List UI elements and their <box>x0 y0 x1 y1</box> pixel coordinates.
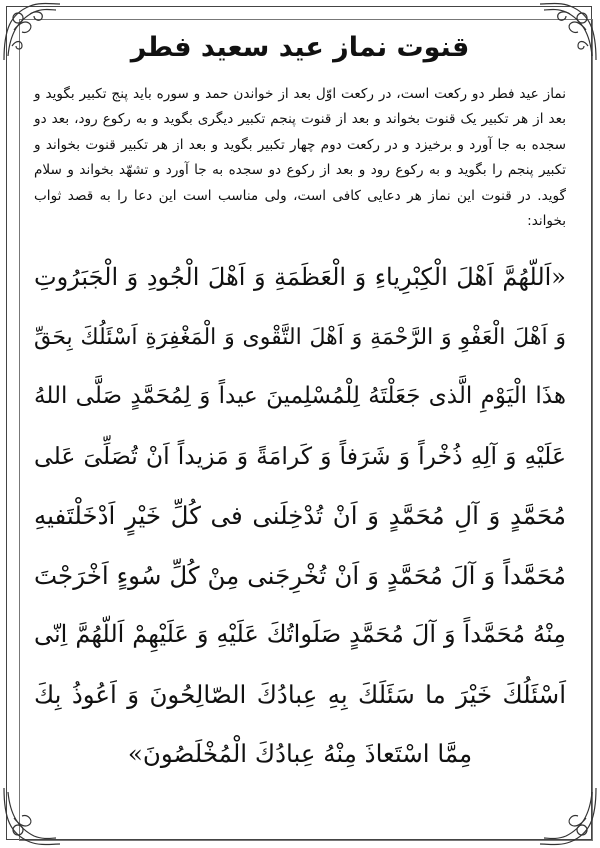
corner-ornament-icon <box>0 784 64 848</box>
prayer-line: اَسْئَلُكَ خَیْرَ ما سَئَلَكَ بِهِ عِبادُكَ الصّالِحُونَ وَ اَعُوذُ بِكَ <box>34 679 566 709</box>
prayer-text <box>34 248 566 784</box>
page-title: قنوت نماز عید سعید فطر <box>130 32 470 63</box>
prayer-line: مِمَّا اسْتَعاذَ مِنْهُ عِبادُكَ الْمُخْلَصُونَ» <box>127 739 473 769</box>
prayer-line: هذَا الْیَوْمِ الَّذی جَعَلْتَهُ لِلْمُسْلِمینَ عیداً وَ لِمُحَمَّدٍ صَلَّی اللهُ <box>34 383 566 410</box>
prayer-line: «اَللّهُمَّ اَهْلَ الْکِبْرِیاءِ وَ الْعَظَمَةِ وَ اَهْلَ الْجُودِ وَ الْجَبَرُوتِ <box>34 263 566 292</box>
intro-paragraph: نماز عید فطر دو رکعت است، در رکعت اوّل بعد از خواندن حمد و سوره باید پنج تکبیر بگوید و بعد از هر تکبیر یک قنوت بخواند و بعد از قنوت پنجم تکبیر دیگری بگوید و به رکوع رود، بعد دو سجده به جا آورد و برخیزد و در رکعت دوم چهار تکبیر بگوید و بعد از هر تکبیر قنوت بخواند و تکبیر پنجم را بگوید و به رکوع رود و بعد از رکوع دو سجده به جا آورد و تشهّد بخواند و سلام گوید. در قنوت این نماز هر دعایی کافی است، ولی مناسب است این دعا را به قصد ثواب بخواند: <box>34 86 566 230</box>
prayer-line: مِنْهُ مُحَمَّداً وَ آلَ مُحَمَّدٍ صَلَواتُكَ عَلَیْهِ وَ عَلَیْهِمْ اَللّهُمَّ اِنّی <box>34 620 566 649</box>
prayer-line: مُحَمَّداً وَ آلَ مُحَمَّدٍ وَ اَنْ تُخْرِجَنی مِنْ کُلِّ سُوءٍ اَخْرَجْتَ <box>34 560 566 590</box>
document-body <box>34 26 566 784</box>
prayer-line: عَلَیْهِ وَ آلِهِ ذُخْراً وَ شَرَفاً وَ کَرامَةً وَ مَزیداً اَنْ تُصَلِّیَ عَلی <box>34 441 566 470</box>
prayer-line: وَ اَهْلَ الْعَفْوِ وَ الرَّحْمَةِ وَ اَهْلَ التَّقْوی وَ الْمَغْفِرَةِ اَسْئَلُكَ بِحَقِّ <box>34 324 566 350</box>
prayer-line: مُحَمَّدٍ وَ آلِ مُحَمَّدٍ وَ اَنْ تُدْخِلَنی فی کُلِّ خَیْرٍ اَدْخَلْتَفیهِ <box>34 501 566 531</box>
corner-ornament-icon <box>536 784 600 848</box>
